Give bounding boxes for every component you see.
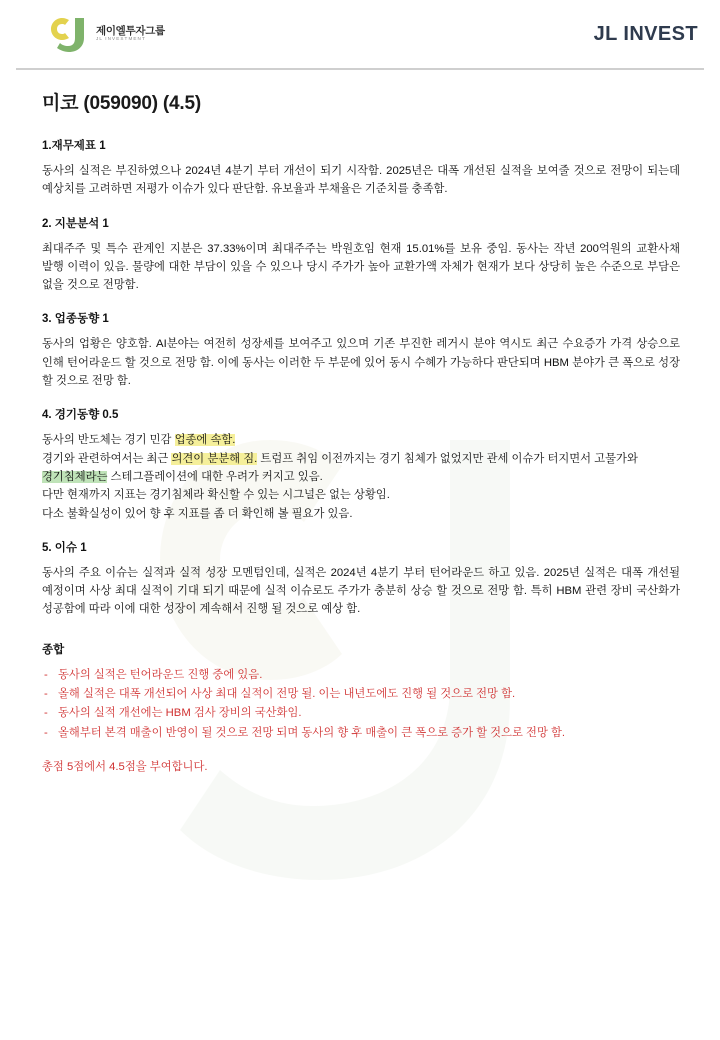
header-divider (16, 68, 704, 70)
section-heading: 2. 지분분석 1 (42, 217, 109, 230)
list-item: - 올해 실적은 대폭 개선되어 사상 최대 실적이 전망 될. 이는 내년도에도 진행 될 것으로 전망 함. (42, 685, 680, 703)
line-text: 동사의 반도체는 경기 민감 업종에 속함. (42, 434, 236, 447)
section-body: 동사의 업황은 양호함. AI분야는 여전히 성장세를 보여주고 있으며 기존 부진한 레거시 분야 역시도 최근 수요증가 가격 상승으로 인해 턴어라운드 할 것으로 전망 함. 이에 동사는 이러한 두 부문에 있어 동시 수혜가 가능하다 판단되며 HBM 분야가 큰 폭으로 성장 할 것으로 전망 함. (42, 338, 680, 388)
line-text: 다소 불확실성이 있어 향 후 지표를 좀 더 확인해 볼 필요가 있음. (42, 507, 353, 520)
section-body: 동사의 실적은 부진하였으나 2024년 4분기 부터 개선이 되기 시작함. 2025년은 대폭 개선된 실적을 보여줄 것으로 전망이 되는데 예상치를 고려하면 저평가 이슈가 있다 판단함. 유보율과 부채율은 기준치를 충족함. (42, 165, 680, 196)
section-industry-trend (40, 310, 680, 390)
jl-monogram-icon (48, 14, 90, 54)
section-body-line-1 (42, 431, 680, 449)
total-score-line: 총점 5점에서 4.5점을 부여합니다. (42, 760, 208, 773)
section-body-line-4 (42, 505, 680, 523)
list-item: - 올해부터 본격 매출이 반영이 될 것으로 전망 되며 동사의 향 후 매출이 큰 폭으로 증가 할 것으로 전망 함. (42, 724, 680, 742)
summary-bullet-list (42, 666, 680, 742)
line-text: 경기와 관련하여서는 최근 의견이 분분해 짐. 트럼프 취임 이전까지는 경기 침체가 없었지만 관세 이슈가 터지면서 고물가와 경기침체라는 스테그플레이션에 대한 우려가 커지고 있음. (42, 452, 638, 483)
section-body-line-2 (42, 450, 680, 487)
company-logo (48, 14, 165, 54)
page-title: 미코 (059090) (4.5) (42, 93, 201, 114)
page-header (0, 0, 720, 68)
section-shareholding (40, 215, 680, 295)
section-heading: 1.재무제표 1 (42, 140, 106, 152)
section-body: 최대주주 및 특수 관계인 지분은 37.33%이며 최대주주는 박원호임 현재 15.01%를 보유 중임. 동사는 작년 200억원의 교환사채 발행 이력이 있음. 물량에 대한 부담이 있을 수 있으나 당시 주가가 높아 교환가액 자체가 현재가 보다 상당히 높은 수준으로 부담은 없을 것으로 전망함. (42, 242, 680, 292)
section-heading: 3. 업종동향 1 (42, 313, 109, 326)
logo-english-name: JL INVESTMENT (96, 36, 146, 42)
section-financial-statements (40, 137, 680, 199)
line-text: 다만 현재까지 지표는 경기침체라 확신할 수 있는 시그널은 없는 상황임. (42, 489, 390, 502)
summary-heading: 종합 (42, 643, 65, 656)
section-heading: 5. 이슈 1 (42, 541, 87, 554)
brand-title: JL INVEST (593, 22, 698, 45)
section-body: 동사의 주요 이슈는 실적과 실적 성장 모멘텀인데, 실적은 2024년 4분기 부터 턴어라운드 하고 있음. 2025년 실적은 대폭 개선될 예정이며 사상 최대 실적이 기대 되기 때문에 실적 이슈로도 주가가 충분히 상승 할 것으로 전망 함. 특히 HBM 관련 장비 국산화가 성공함에 따라 이에 대한 성장이 계속해서 진행 될 것으로 예상 함. (42, 566, 680, 616)
list-item: - 동사의 실적 개선에는 HBM 검사 장비의 국산화임. (42, 704, 680, 722)
logo-korean-name: 제이엘투자그룹 (96, 25, 165, 38)
section-economic-trend (40, 406, 680, 522)
section-issues (40, 539, 680, 619)
section-body-line-3 (42, 486, 680, 504)
list-item: - 동사의 실적은 턴어라운드 진행 중에 있음. (42, 666, 680, 684)
section-heading: 4. 경기동향 0.5 (42, 409, 119, 422)
